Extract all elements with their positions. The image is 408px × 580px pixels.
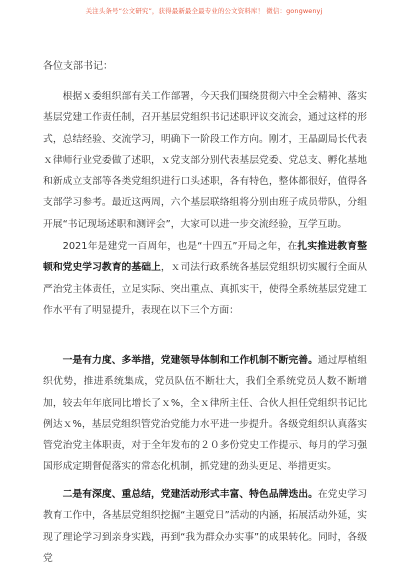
- point-two-heading: 二是有深度、重总结，党建活动形式丰富、特色品牌迭出。: [62, 489, 318, 500]
- paragraph-summary-lead: 2021年是建党一百周年，也是“十四五”开局之年，在: [62, 241, 298, 252]
- header-banner: 关注头条号“公文研究”，获得最新最全最专业的公文资料库！ 微信：gongwenyj: [85, 7, 323, 15]
- paragraph-point-one: [43, 350, 367, 478]
- paragraph-point-two: [43, 484, 367, 569]
- paragraph-summary-highlight: 扎实推进教育整顿和党史学习教育的基础上: [43, 241, 367, 274]
- paragraph-intro-text: 根据ｘ委组织部有关工作部署，今天我们围绕贯彻六中全会精神、落实基层党建工作责任制，召开基层党组织书记述职评议交流会，通过这样的形式，总结经验、交流学习，明确下一阶段工作方向。刚才，王晶副局长代表ｘ律师行业党委做了述职，ｘ党支部分别代表基层党委、党总支、孵化基地和新成立支部等各类党组织进行口头述职，各有特色，整体都很好，值得各支部学习参考。最近这两周，六个基层联络组将分别由班子成员带队，分组开展“书记现场述职和测评会”，大家可以进一步交流经验，互学互助。: [43, 91, 367, 230]
- greeting: 各位支部书记：: [43, 61, 113, 72]
- paragraph-summary: [43, 236, 367, 321]
- point-two-text: 在党史学习教育工作中，各基层党组织挖掘“主题党日”活动的内涵，拓展活动外延，实现了理论学习到亲身实践，再到“我为群众办实事”的成果转化。同时，各级党: [43, 489, 367, 564]
- point-one-heading: 一是有力度、多举措，党建领导体制和工作机制不断完善。: [62, 355, 318, 366]
- paragraph-summary-text: ，ｘ司法行政系统各基层党组织切实履行全面从严治党主体责任，立足实际、突出重点、真抓实干，使得全系统基层党建工作水平有了明显提升，表现在以下三个方面：: [43, 262, 368, 316]
- point-one-text: 通过厚植组织优势，推进系统集成，党员队伍不断壮大，我们全系统党员人数不断增加，较去年年底同比增长了ｘ%，全ｘ律所主任、合伙人担任党组织书记比例达ｘ%，基层党组织管党治党能力水平进一步提升。各级党组织认真落实管党治党主体职责，对于全年发布的２０多份党史工作提示、每月的学习强国形成定期督促落实的常态化机制，抓党建的劲头更足、举措更实。: [43, 355, 367, 473]
- paragraph-intro: [43, 86, 367, 235]
